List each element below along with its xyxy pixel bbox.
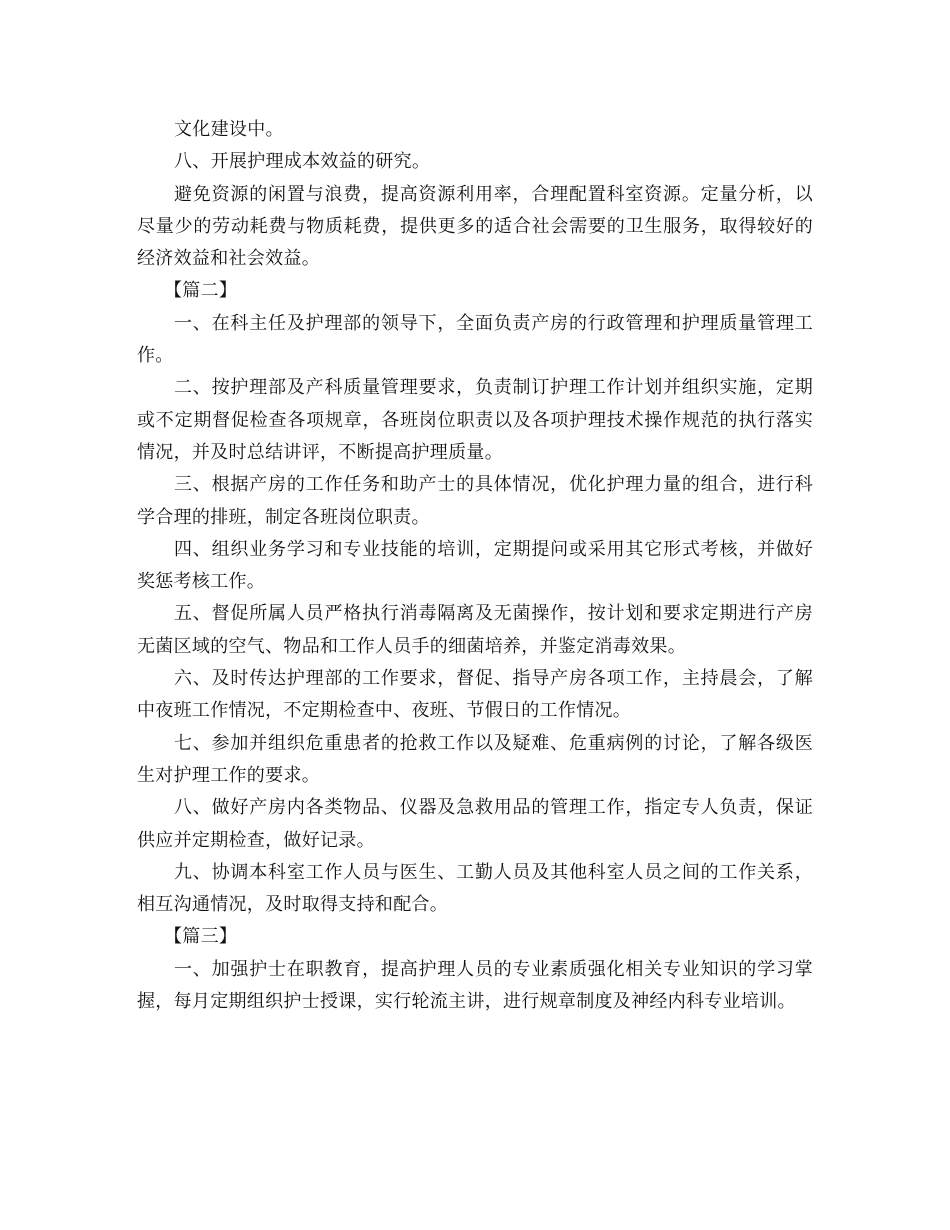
paragraph-5: 二、按护理部及产科质量管理要求，负责制订护理工作计划并组织实施，定期或不定期督促检查各项规章，各班岗位职责以及各项护理技术操作规范的执行落实情况，并及时总结讲评，不断提高护理质量。 [137,377,813,463]
paragraph-11: 八、做好产房内各类物品、仪器及急救用品的管理工作，指定专人负责，保证供应并定期检查，做好记录。 [137,797,813,851]
paragraph-4: 一、在科主任及护理部的领导下，全面负责产房的行政管理和护理质量管理工作。 [137,312,813,367]
section-heading-3: 【篇三】 [164,926,238,948]
paragraph-9: 六、及时传达护理部的工作要求，督促、指导产房各项工作，主持晨会，了解中夜班工作情况，不定期检查中、夜班、节假日的工作情况。 [137,668,813,722]
paragraph-3: 避免资源的闲置与浪费，提高资源利用率，合理配置科室资源。定量分析，以尽量少的劳动耗费与物质耗费，提供更多的适合社会需要的卫生服务，取得较好的经济效益和社会效益。 [137,183,813,270]
paragraph-12: 九、协调本科室工作人员与医生、工勤人员及其他科室人员之间的工作关系，相互沟通情况，及时取得支持和配合。 [137,861,813,916]
paragraph-10: 七、参加并组织危重患者的抢救工作以及疑难、危重病例的讨论，了解各级医生对护理工作的要求。 [137,732,813,786]
paragraph-8: 五、督促所属人员严格执行消毒隔离及无菌操作，按计划和要求定期进行产房无菌区域的空气、物品和工作人员手的细菌培养，并鉴定消毒效果。 [137,603,813,657]
paragraph-7: 四、组织业务学习和专业技能的培训，定期提问或采用其它形式考核，并做好奖惩考核工作。 [137,538,813,593]
paragraph-6: 三、根据产房的工作任务和助产士的具体情况，优化护理力量的组合，进行科学合理的排班，制定各班岗位职责。 [137,474,813,528]
paragraph-13: 一、加强护士在职教育，提高护理人员的专业素质强化相关专业知识的学习掌握，每月定期组织护士授课，实行轮流主讲，进行规章制度及神经内科专业培训。 [137,958,813,1013]
paragraph-1: 文化建设中。 [174,119,284,140]
section-heading-2: 【篇二】 [164,280,238,302]
document-body [137,114,813,1018]
paragraph-2: 八、开展护理成本效益的研究。 [174,151,431,173]
